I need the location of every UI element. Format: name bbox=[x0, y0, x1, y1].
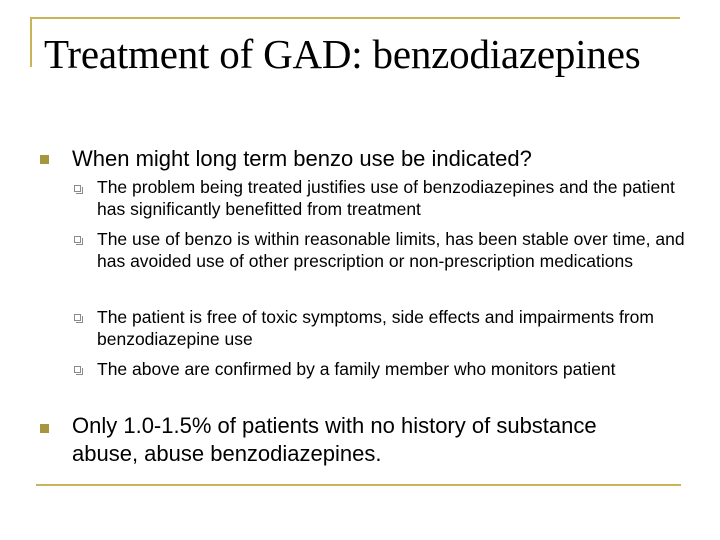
hollow-square-bullet-icon bbox=[74, 236, 81, 243]
hollow-square-bullet-icon bbox=[74, 314, 81, 321]
slide-frame-bottom-line bbox=[36, 484, 681, 486]
slide-frame-top-line bbox=[30, 17, 680, 19]
sub-bullet-text: The problem being treated justifies use of benzodiazepines and the patient has significantly benefitted from treatment bbox=[97, 177, 675, 219]
hollow-square-bullet-icon bbox=[74, 366, 81, 373]
sub-bullet-text: The use of benzo is within reasonable limits, has been stable over time, and has avoided use of other prescription or non-prescription medications bbox=[97, 229, 685, 271]
square-bullet-icon bbox=[40, 424, 49, 433]
slide-title: Treatment of GAD: benzodiazepines bbox=[44, 31, 641, 77]
sub-bullet-text: The above are confirmed by a family member who monitors patient bbox=[97, 359, 616, 379]
bullet-text: When might long term benzo use be indicated? bbox=[72, 146, 532, 171]
hollow-square-bullet-icon bbox=[74, 185, 81, 192]
bullet-text: Only 1.0-1.5% of patients with no history of substance abuse, abuse benzodiazepines. bbox=[72, 413, 597, 466]
sub-bullet-text: The patient is free of toxic symptoms, side effects and impairments from benzodiazepine use bbox=[97, 307, 654, 349]
square-bullet-icon bbox=[40, 155, 49, 164]
slide-frame-left-line bbox=[30, 17, 32, 67]
